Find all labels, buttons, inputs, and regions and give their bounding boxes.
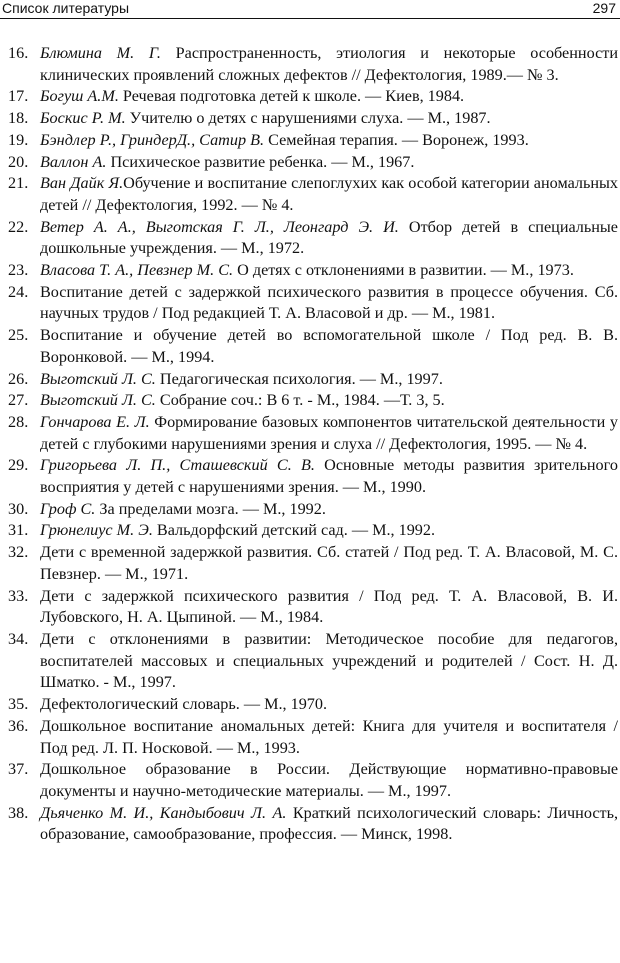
reference-item (6, 542, 618, 585)
reference-item (6, 586, 618, 629)
reference-author: Бэндлер Р., ГриндерД., Сатир В. (40, 130, 265, 149)
reference-author: Ван Дайк Я. (40, 174, 124, 193)
reference-number: 29. (8, 456, 29, 475)
page-number: 297 (592, 0, 616, 16)
reference-number: 16. (8, 44, 29, 62)
reference-list (6, 43, 618, 846)
reference-text: Речевая подготовка детей к школе. — Киев, 1984. (118, 87, 465, 106)
reference-number: 36. (8, 716, 29, 735)
reference-item (6, 86, 618, 108)
reference-text: Дефектологический словарь. — М., 1970. (40, 695, 328, 714)
reference-number: 32. (8, 543, 29, 562)
reference-number: 26. (8, 369, 29, 388)
page-header (0, 0, 620, 19)
reference-number: 30. (8, 499, 29, 518)
reference-text: Дети с временной задержкой развития. Сб. статей / Под ред. Т. А. Власовой, М. С. Певзнер. — М., 1971. (40, 543, 618, 583)
reference-number: 28. (8, 412, 29, 431)
reference-item (6, 803, 618, 846)
reference-author: Валлон А. (40, 152, 107, 171)
reference-number: 25. (8, 326, 29, 345)
reference-item (6, 260, 618, 282)
reference-item (6, 369, 618, 391)
reference-number: 20. (8, 152, 29, 171)
reference-item (6, 629, 618, 694)
reference-item (6, 412, 618, 455)
reference-text: Семейная терапия. — Воронеж, 1993. (264, 130, 529, 149)
reference-author: Гончарова Е. Л. (40, 412, 150, 431)
reference-author: Богуш А.М. (40, 87, 119, 106)
reference-author: Дьяченко М. И., Кандыбович Л. А. (40, 803, 287, 822)
reference-text: За пределами мозга. — М., 1992. (95, 499, 326, 518)
reference-number: 18. (8, 109, 29, 128)
reference-author: Григорьева Л. П., Сташевский С. В. (40, 456, 315, 475)
reference-number: 35. (8, 695, 29, 714)
reference-author: Боскис Р. М. (40, 109, 126, 128)
reference-text: Дети с задержкой психического развития / Под ред. Т. А. Власовой, В. И. Лубовского, Н. А. Цыпиной. — М., 1984. (40, 586, 618, 627)
reference-item (6, 390, 618, 412)
reference-number: 19. (8, 130, 29, 149)
reference-item (6, 325, 618, 368)
reference-number: 33. (8, 586, 29, 605)
reference-text: Дошкольное воспитание аномальных детей: Книга для учителя и воспитателя / Под ред. Л. П. Носковой. — М., 1993. (40, 716, 618, 757)
reference-number: 24. (8, 282, 29, 301)
section-title: Список литературы (2, 0, 130, 16)
reference-number: 37. (8, 760, 29, 779)
reference-item (6, 217, 618, 260)
reference-item (6, 173, 618, 216)
reference-text: Обучение и воспитание слепоглухих как особой категории аномальных детей // Дефектология, 1992. — № 4. (40, 174, 618, 214)
reference-text: Распространенность, этиология и некоторые особенности клинических проявлений сложных дефектов // Дефектология, 1989.— № 3. (40, 44, 618, 84)
reference-text: Учителю о детях с нарушениями слуха. — М., 1987. (125, 109, 491, 128)
reference-text: Психическое развитие ребенка. — М., 1967. (106, 152, 415, 171)
reference-text: Основные методы развития зрительного восприятия у детей с нарушениями зрения. — М., 1990. (40, 456, 618, 497)
reference-number: 34. (8, 629, 29, 648)
reference-text: Формирование базовых компонентов читательской деятельности у детей с глубокими нарушениями зрения и слуха // Дефектология, 1995. — № 4. (40, 412, 618, 453)
reference-number: 22. (8, 217, 29, 236)
reference-item (6, 520, 618, 542)
reference-item (6, 499, 618, 521)
reference-item (6, 694, 618, 716)
reference-item (6, 759, 618, 802)
reference-number: 31. (8, 521, 29, 540)
reference-author: Гроф С. (40, 499, 96, 518)
reference-item (6, 130, 618, 152)
reference-text: Воспитание детей с задержкой психического развития в процессе обучения. Сб. научных трудов / Под редакцией Т. А. Власовой и др. — М., 1981. (40, 282, 618, 323)
reference-item (6, 108, 618, 130)
reference-text: Краткий психологический словарь: Личность, образование, самообразование, профессия. — Минск, 1998. (40, 803, 619, 844)
reference-item (6, 43, 618, 86)
reference-text: Собрание соч.: В 6 т. - М., 1984. —Т. 3, 5. (155, 391, 445, 410)
reference-text: Дети с отклонениями в развитии: Методическое пособие для педагогов, воспитателей массовых и специальных учреждений и родителей / Сост. Н. Д. Шматко. - М., 1997. (40, 629, 618, 692)
reference-author: Выготский Л. С. (40, 391, 156, 410)
reference-text: О детях с отклонениями в развитии. — М., 1973. (233, 261, 574, 280)
reference-item (6, 455, 618, 498)
reference-text: Педагогическая психология. — М., 1997. (155, 369, 443, 388)
reference-number: 38. (8, 803, 29, 822)
reference-item (6, 152, 618, 174)
reference-number: 21. (8, 174, 29, 193)
reference-author: Власова Т. А., Певзнер М. С. (40, 261, 234, 280)
reference-item (6, 282, 618, 325)
reference-text: Вальдорфский детский сад. — М., 1992. (152, 521, 436, 540)
reference-number: 27. (8, 391, 29, 410)
reference-text: Отбор детей в специальные дошкольные учреждения. — М., 1972. (40, 217, 618, 258)
reference-author: Выготский Л. С. (40, 369, 156, 388)
reference-number: 17. (8, 87, 29, 106)
reference-author: Ветер А. А., Выготская Г. Л., Леонгард Э. И. (40, 217, 399, 236)
reference-number: 23. (8, 261, 29, 280)
reference-text: Дошкольное образование в России. Действующие нормативно-правовые документы и научно-методические материалы. — М., 1997. (40, 760, 618, 800)
reference-item (6, 716, 618, 759)
reference-author: Блюмина М. Г. (40, 44, 161, 62)
reference-text: Воспитание и обучение детей во вспомогательной школе / Под ред. В. В. Воронковой. — М., 1994. (40, 326, 618, 366)
reference-author: Грюнелиус М. Э. (40, 521, 153, 540)
